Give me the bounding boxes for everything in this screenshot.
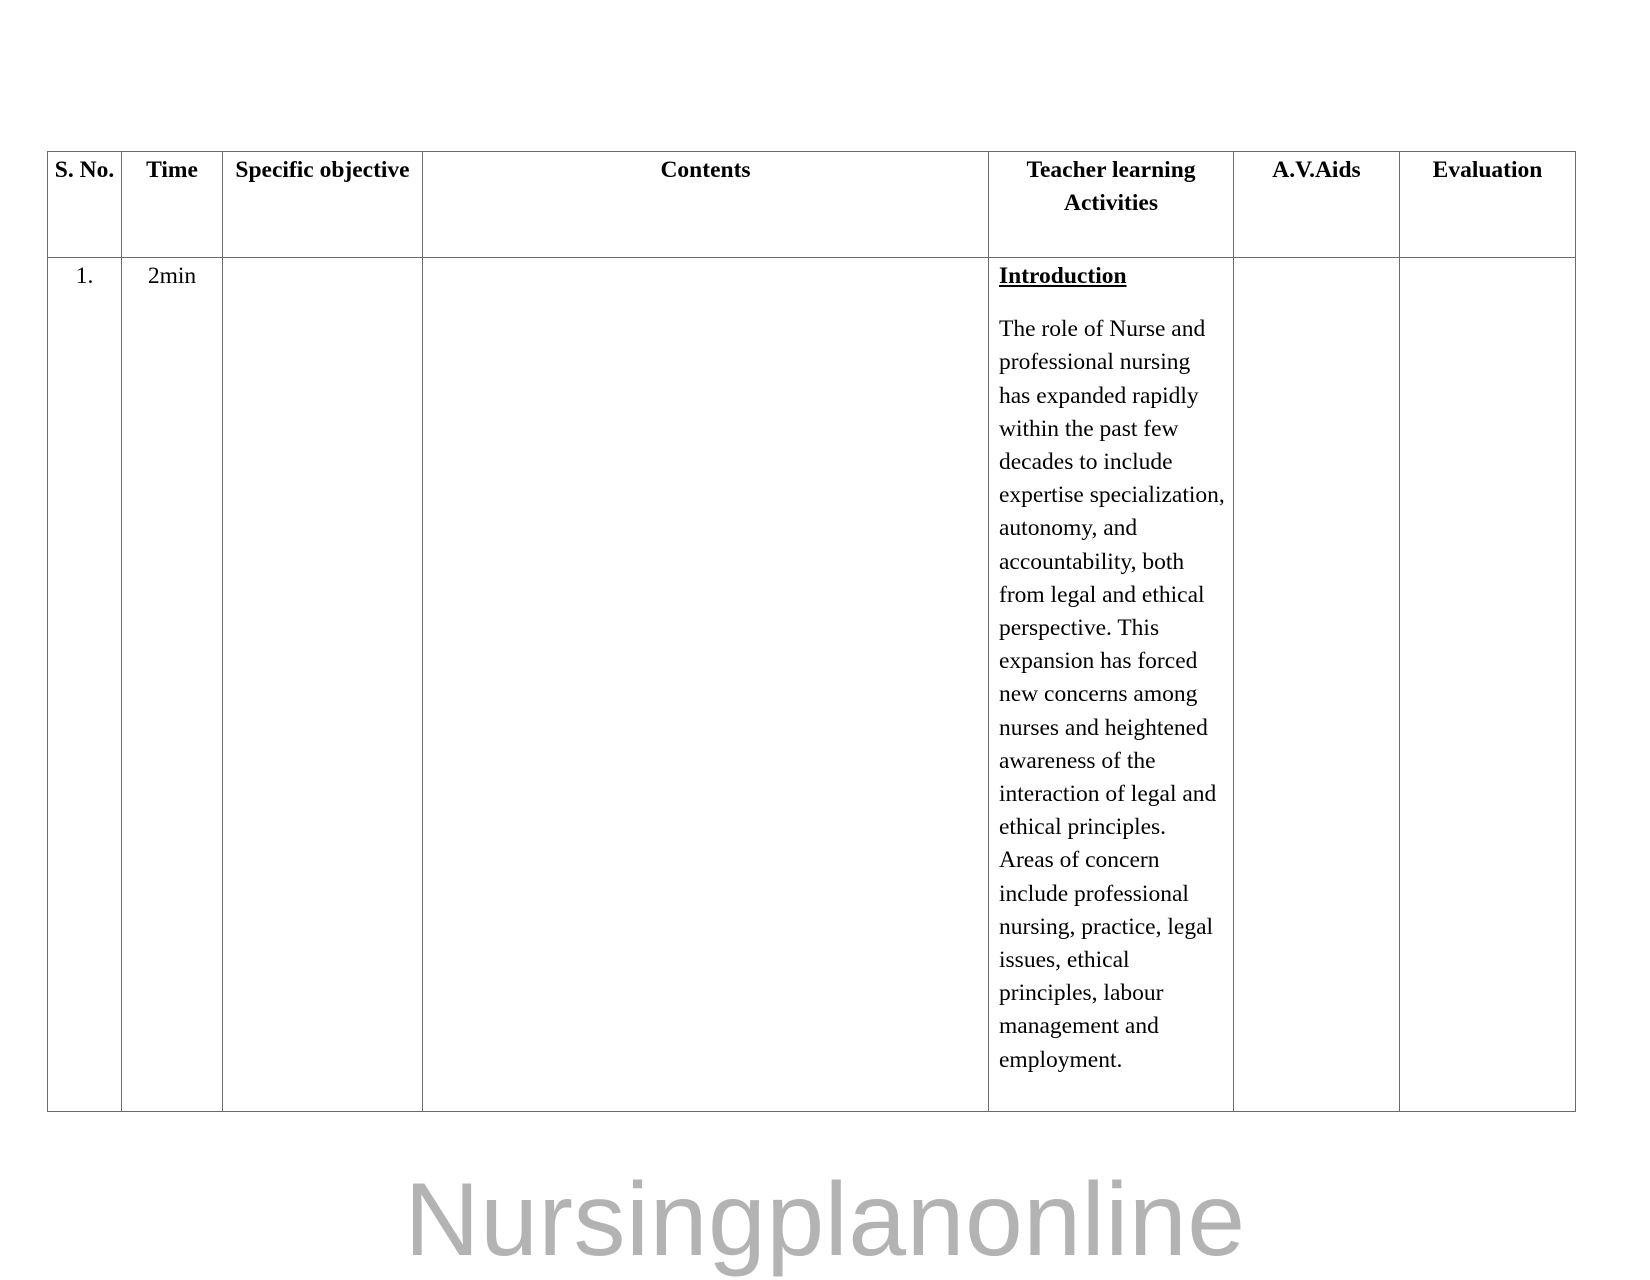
cell-contents (423, 258, 989, 1112)
cell-teacher-learning-activities (989, 258, 1234, 1112)
introduction-heading: Introduction (999, 263, 1127, 289)
cell-sno: 1. (48, 258, 122, 1112)
header-contents: Contents (423, 152, 989, 258)
introduction-text: The role of Nurse and professional nursing has expanded rapidly within the past few decades to include expertise specialization, autonomy, and accountability, both from legal and ethical perspective. This expansion has forced new concerns among nurses and heightened awareness of the interaction of legal and ethical principles. Areas of concern include professional nursing, practice, legal issues, ethical principles, labour management and employment. (999, 316, 1225, 1073)
cell-evaluation (1400, 258, 1576, 1112)
header-specific-objective: Specific objective (223, 152, 423, 258)
cell-av-aids (1234, 258, 1400, 1112)
lesson-plan-table (47, 151, 1576, 1112)
table-row (48, 258, 1576, 1112)
header-row (48, 152, 1576, 258)
header-teacher-learning-activities: Teacher learning Activities (989, 152, 1234, 258)
watermark: Nursingplanonline (404, 1162, 1246, 1278)
header-av-aids: A.V.Aids (1234, 152, 1400, 258)
header-sno: S. No. (48, 152, 122, 258)
header-time: Time (122, 152, 223, 258)
header-evaluation: Evaluation (1400, 152, 1576, 258)
cell-specific-objective (223, 258, 423, 1112)
cell-time: 2min (122, 258, 223, 1112)
